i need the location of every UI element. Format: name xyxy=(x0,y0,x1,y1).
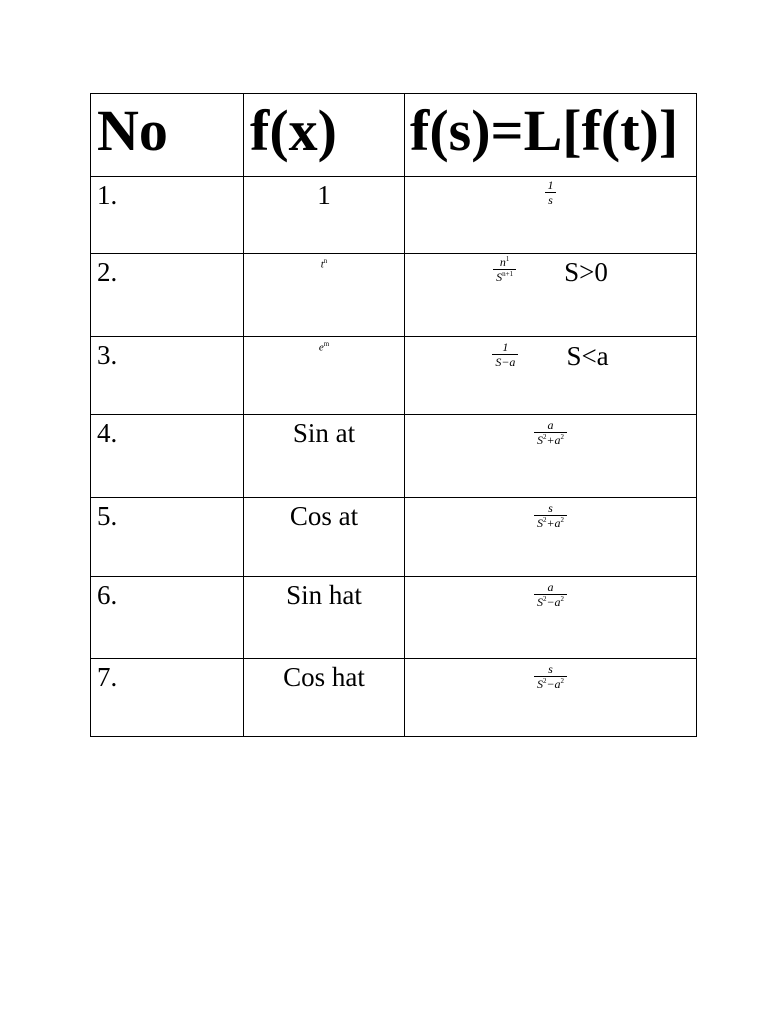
fx-cell xyxy=(244,659,405,737)
row-number: 6. xyxy=(97,580,118,610)
fs-den-term-a: S xyxy=(536,676,543,691)
fx-cell xyxy=(244,177,405,254)
fs-den-operator: + xyxy=(546,432,555,447)
fs-den-operator: − xyxy=(546,594,555,609)
fx-cell xyxy=(244,254,405,337)
fx-exponent: m xyxy=(323,340,330,348)
fs-condition: S>0 xyxy=(564,257,608,287)
fx-value: Sin hat xyxy=(286,580,362,610)
fs-numerator: s xyxy=(548,662,553,676)
fx-cell xyxy=(244,415,405,498)
row-number: 3. xyxy=(97,340,118,370)
fs-numerator: 1 xyxy=(502,340,509,354)
fx-value: Sin at xyxy=(292,418,356,448)
fx-value: Cos hat xyxy=(283,662,365,692)
fx-value: Cos at xyxy=(289,501,359,531)
table-row xyxy=(91,659,697,737)
fs-cell xyxy=(405,659,697,737)
fx-base: t xyxy=(320,258,324,271)
fs-den-operator: + xyxy=(546,515,555,530)
fs-cell xyxy=(405,177,697,254)
header-fs: f(s)=L[f(t)] xyxy=(410,98,679,163)
fs-denominator xyxy=(493,269,516,284)
fs-denominator xyxy=(534,594,567,609)
fs-den-term-b: a xyxy=(554,515,561,530)
fs-den-term-a-exponent: 2 xyxy=(542,432,547,441)
fs-expression xyxy=(405,577,696,608)
fs-denominator: S−a xyxy=(492,354,518,369)
fs-expression xyxy=(405,498,696,529)
fs-cell xyxy=(405,498,697,577)
fs-den-term-b-exponent: 2 xyxy=(560,432,565,441)
fs-denominator: s xyxy=(545,192,556,207)
table-row xyxy=(91,498,697,577)
fs-denominator-base: S xyxy=(496,269,503,284)
fs-numerator xyxy=(497,256,513,269)
fs-den-term-b-exponent: 2 xyxy=(560,515,565,524)
fx-value xyxy=(244,337,404,354)
row-number-cell xyxy=(91,659,244,737)
fs-numerator-exponent: 1 xyxy=(505,255,510,263)
fs-den-term-a-exponent: 2 xyxy=(542,515,547,524)
fx-value: 1 xyxy=(317,180,331,210)
fs-numerator: a xyxy=(547,418,554,432)
row-number-cell xyxy=(91,498,244,577)
fs-expression xyxy=(405,659,696,690)
fs-den-term-b-exponent: 2 xyxy=(560,676,565,685)
fs-numerator: s xyxy=(548,501,553,515)
fs-cell xyxy=(405,254,697,337)
fs-den-term-b: a xyxy=(554,594,561,609)
table-row xyxy=(91,415,697,498)
fs-den-term-b: a xyxy=(554,432,561,447)
fs-fraction xyxy=(493,256,516,283)
fs-fraction xyxy=(534,581,567,608)
table-row xyxy=(91,254,697,337)
table-row xyxy=(91,177,697,254)
fx-cell xyxy=(244,498,405,577)
row-number: 4. xyxy=(97,418,118,448)
row-number: 1. xyxy=(97,180,118,210)
fs-denominator-exponent: n+1 xyxy=(502,269,514,278)
row-number-cell xyxy=(91,254,244,337)
fs-denominator xyxy=(534,432,567,447)
fs-numerator-base: n xyxy=(499,255,506,269)
fx-cell xyxy=(244,577,405,659)
fs-den-term-a-exponent: 2 xyxy=(542,676,547,685)
fs-den-term-b-exponent: 2 xyxy=(560,594,565,603)
fs-condition: S<a xyxy=(566,341,609,371)
fs-expression xyxy=(405,177,696,206)
fx-base: e xyxy=(318,341,324,354)
fx-exponent: n xyxy=(323,257,328,265)
fs-den-term-a-exponent: 2 xyxy=(542,594,547,603)
fs-den-term-a: S xyxy=(536,515,543,530)
fs-fraction xyxy=(545,179,557,206)
header-cell-fx xyxy=(244,94,405,177)
row-number-cell xyxy=(91,337,244,415)
fx-cell xyxy=(244,337,405,415)
fs-numerator: a xyxy=(547,580,554,594)
fs-expression xyxy=(405,415,696,446)
laplace-transform-table xyxy=(90,93,697,737)
fs-cell xyxy=(405,577,697,659)
fs-den-term-a: S xyxy=(536,432,543,447)
row-number-cell xyxy=(91,177,244,254)
fs-expression xyxy=(405,337,696,370)
fs-denominator xyxy=(534,515,567,530)
row-number: 5. xyxy=(97,501,118,531)
fx-value xyxy=(244,254,404,271)
table-row xyxy=(91,577,697,659)
header-no: No xyxy=(97,98,168,163)
table-row xyxy=(91,337,697,415)
row-number: 2. xyxy=(97,257,118,287)
row-number-cell xyxy=(91,415,244,498)
fs-fraction xyxy=(492,341,518,368)
fs-fraction xyxy=(534,502,567,529)
row-number-cell xyxy=(91,577,244,659)
fs-den-operator: − xyxy=(546,676,555,691)
fs-numerator: 1 xyxy=(547,178,554,192)
fs-den-term-a: S xyxy=(536,594,543,609)
header-cell-no xyxy=(91,94,244,177)
fs-fraction xyxy=(534,419,567,446)
fs-den-term-b: a xyxy=(554,676,561,691)
header-cell-fs xyxy=(405,94,697,177)
row-number: 7. xyxy=(97,662,118,692)
fs-expression xyxy=(405,254,696,286)
fs-fraction xyxy=(534,663,567,690)
fs-cell xyxy=(405,337,697,415)
table-header-row xyxy=(91,94,697,177)
fs-denominator xyxy=(534,676,567,691)
fs-cell xyxy=(405,415,697,498)
header-fx: f(x) xyxy=(250,98,337,163)
